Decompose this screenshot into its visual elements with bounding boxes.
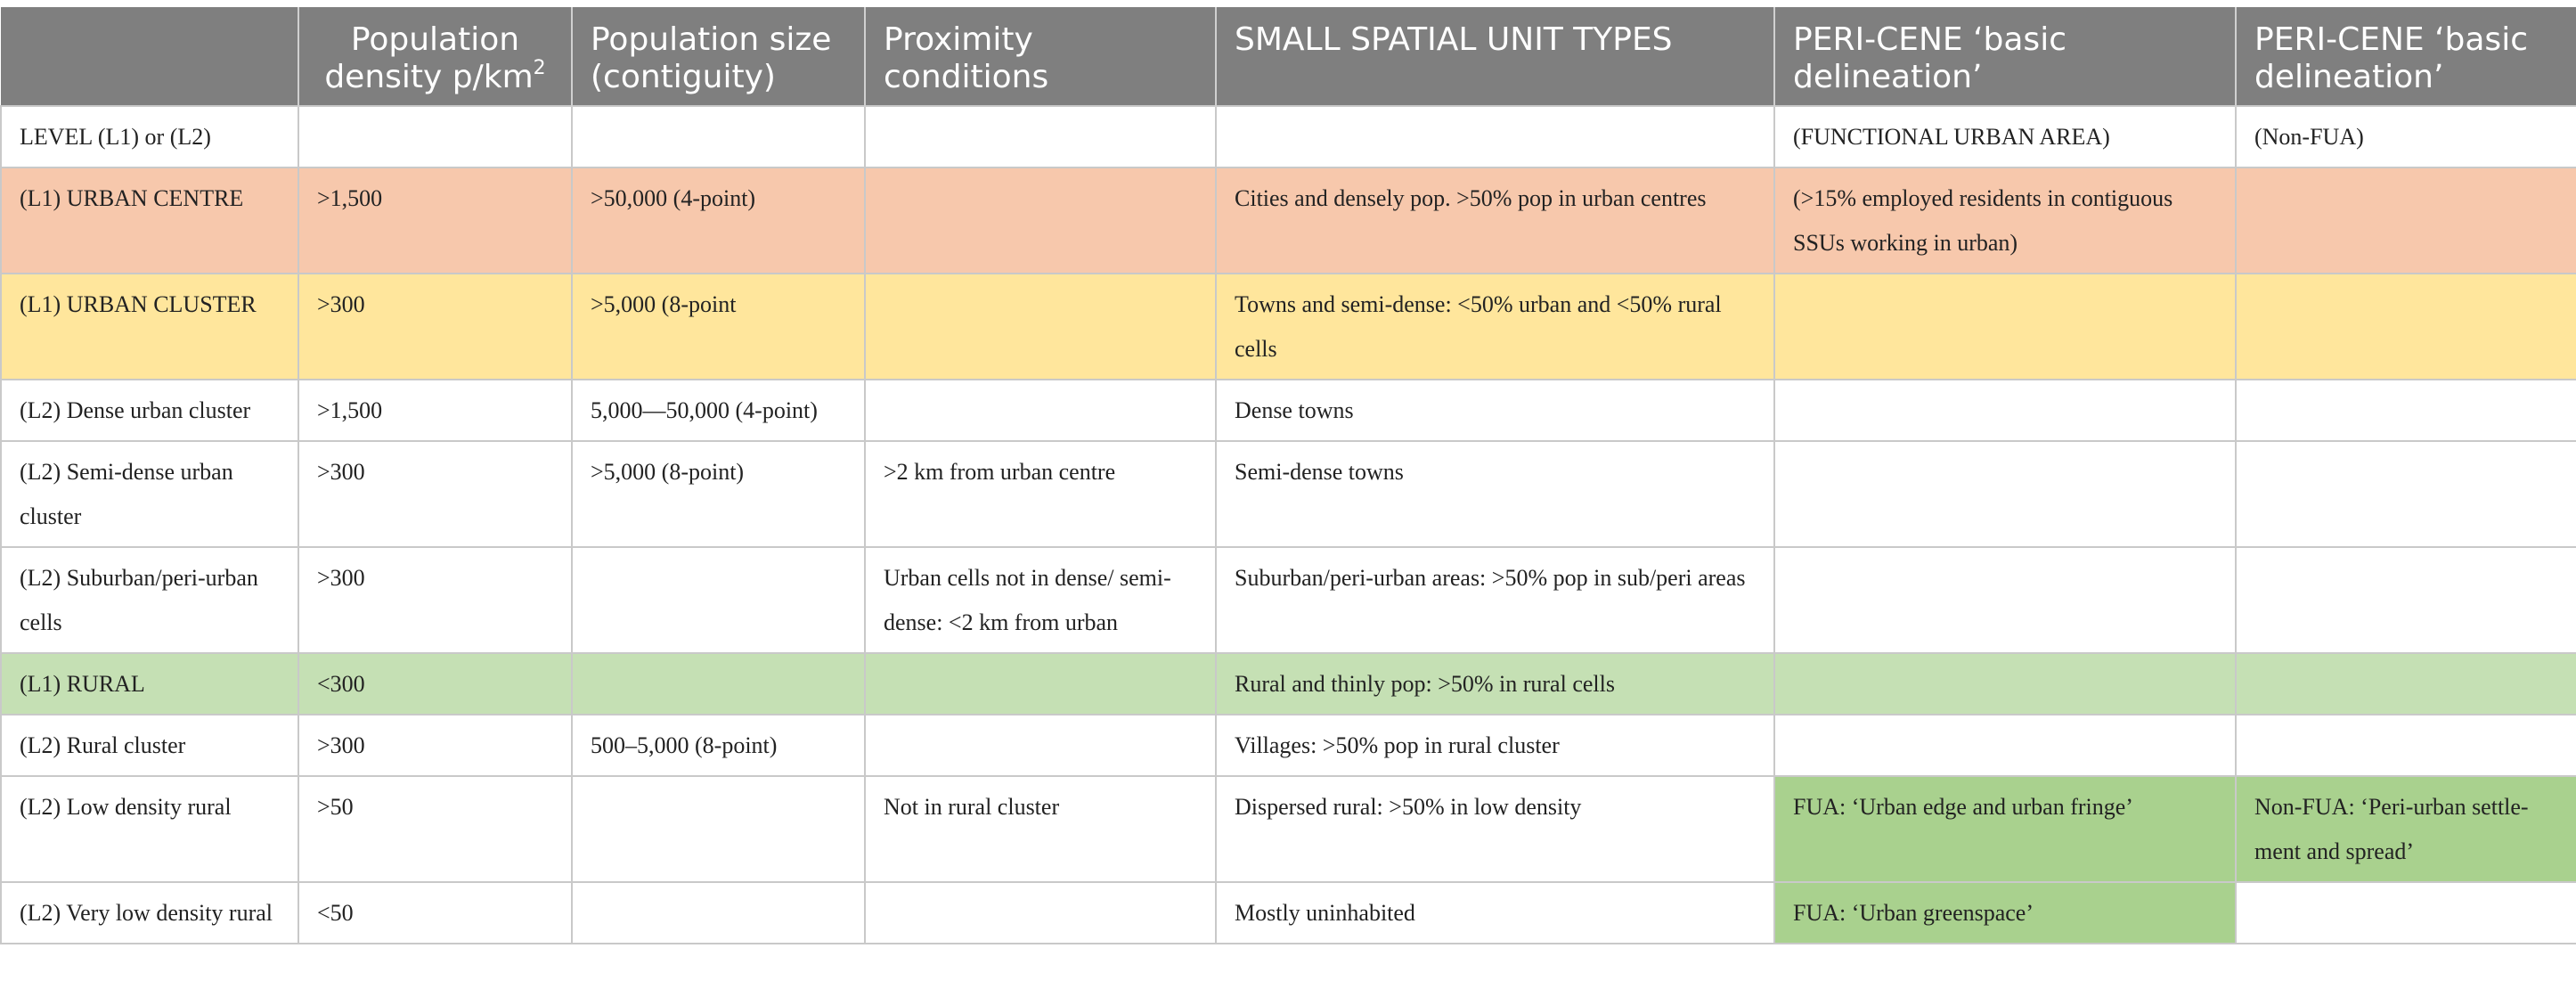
header-density bbox=[298, 7, 572, 106]
cell-size: >5,000 (8-point) bbox=[572, 441, 865, 547]
cell-level: (L2) Suburban/peri-urban cells bbox=[1, 547, 298, 653]
cell-nonfua bbox=[2236, 882, 2576, 944]
cell-size: 5,000—50,000 (4-point) bbox=[572, 380, 865, 441]
cell-level: (L1) URBAN CENTRE bbox=[1, 168, 298, 274]
cell-size bbox=[572, 776, 865, 882]
cell-density: <50 bbox=[298, 882, 572, 944]
cell-density: >1,500 bbox=[298, 380, 572, 441]
cell-fua bbox=[1774, 653, 2236, 715]
cell-ssu: Cities and densely pop. >50% pop in urban centres bbox=[1216, 168, 1774, 274]
header-fua-delineation: PERI-CENE ‘basic delineation’ bbox=[1774, 7, 2236, 106]
cell-nonfua bbox=[2236, 274, 2576, 380]
header-level bbox=[1, 7, 298, 106]
cell-ssu: Rural and thinly pop: >50% in rural cells bbox=[1216, 653, 1774, 715]
cell-level: (L2) Dense urban cluster bbox=[1, 380, 298, 441]
cell-level: (L2) Very low density rural bbox=[1, 882, 298, 944]
table-row bbox=[1, 547, 2576, 653]
table-row bbox=[1, 274, 2576, 380]
cell-ssu: Towns and semi-dense: <50% urban and <50% rural cells bbox=[1216, 274, 1774, 380]
table-row bbox=[1, 882, 2576, 944]
cell-fua bbox=[1774, 380, 2236, 441]
cell-density: >300 bbox=[298, 547, 572, 653]
cell-nonfua bbox=[2236, 168, 2576, 274]
table-row bbox=[1, 715, 2576, 776]
cell-proximity bbox=[865, 653, 1216, 715]
table-row bbox=[1, 441, 2576, 547]
cell-density: >50 bbox=[298, 776, 572, 882]
cell-ssu: Dispersed rural: >50% in low density bbox=[1216, 776, 1774, 882]
cell-level: (L1) RURAL bbox=[1, 653, 298, 715]
header-proximity: Proximity conditions bbox=[865, 7, 1216, 106]
cell-fua: FUA: ‘Urban edge and urban fringe’ bbox=[1774, 776, 2236, 882]
cell-proximity: >2 km from urban centre bbox=[865, 441, 1216, 547]
header-density-superscript: 2 bbox=[533, 57, 546, 79]
cell-fua bbox=[1774, 441, 2236, 547]
cell-proximity bbox=[865, 715, 1216, 776]
cell-fua bbox=[1774, 547, 2236, 653]
table-row bbox=[1, 168, 2576, 274]
table-row bbox=[1, 106, 2576, 168]
cell-size: >50,000 (4-point) bbox=[572, 168, 865, 274]
cell-size bbox=[572, 882, 865, 944]
cell-nonfua bbox=[2236, 653, 2576, 715]
cell-nonfua bbox=[2236, 441, 2576, 547]
cell-nonfua: Non-FUA: ‘Peri-urban settle-ment and spread’ bbox=[2236, 776, 2576, 882]
cell-proximity: Not in rural cluster bbox=[865, 776, 1216, 882]
cell-ssu: Villages: >50% pop in rural cluster bbox=[1216, 715, 1774, 776]
cell-ssu bbox=[1216, 106, 1774, 168]
cell-level: LEVEL (L1) or (L2) bbox=[1, 106, 298, 168]
header-nonfua-delineation: PERI-CENE ‘basic delineation’ bbox=[2236, 7, 2576, 106]
header-size: Population size (contiguity) bbox=[572, 7, 865, 106]
header-ssu-types: SMALL SPATIAL UNIT TYPES bbox=[1216, 7, 1774, 106]
cell-fua: FUA: ‘Urban greenspace’ bbox=[1774, 882, 2236, 944]
cell-ssu: Suburban/peri-urban areas: >50% pop in sub/peri areas bbox=[1216, 547, 1774, 653]
classification-table bbox=[0, 7, 2576, 944]
cell-fua: (>15% employed residents in contiguous SSUs working in urban) bbox=[1774, 168, 2236, 274]
cell-level: (L2) Semi-dense urban cluster bbox=[1, 441, 298, 547]
cell-proximity bbox=[865, 168, 1216, 274]
header-row bbox=[1, 7, 2576, 106]
cell-size bbox=[572, 547, 865, 653]
cell-proximity bbox=[865, 882, 1216, 944]
cell-density: <300 bbox=[298, 653, 572, 715]
cell-level: (L2) Rural cluster bbox=[1, 715, 298, 776]
cell-fua bbox=[1774, 274, 2236, 380]
table-row bbox=[1, 653, 2576, 715]
cell-size: 500–5,000 (8-point) bbox=[572, 715, 865, 776]
cell-size: >5,000 (8-point bbox=[572, 274, 865, 380]
table-row bbox=[1, 776, 2576, 882]
cell-size bbox=[572, 106, 865, 168]
cell-nonfua bbox=[2236, 547, 2576, 653]
cell-density: >300 bbox=[298, 274, 572, 380]
cell-nonfua: (Non-FUA) bbox=[2236, 106, 2576, 168]
cell-ssu: Mostly uninhabited bbox=[1216, 882, 1774, 944]
cell-proximity: Urban cells not in dense/ semi-dense: <2 km from urban bbox=[865, 547, 1216, 653]
cell-density: >300 bbox=[298, 441, 572, 547]
cell-density: >300 bbox=[298, 715, 572, 776]
cell-nonfua bbox=[2236, 715, 2576, 776]
cell-proximity bbox=[865, 106, 1216, 168]
cell-proximity bbox=[865, 274, 1216, 380]
header-density-label: Population density p/km bbox=[324, 21, 534, 95]
cell-fua bbox=[1774, 715, 2236, 776]
cell-density bbox=[298, 106, 572, 168]
cell-ssu: Dense towns bbox=[1216, 380, 1774, 441]
cell-size bbox=[572, 653, 865, 715]
cell-ssu: Semi-dense towns bbox=[1216, 441, 1774, 547]
cell-nonfua bbox=[2236, 380, 2576, 441]
table-row bbox=[1, 380, 2576, 441]
cell-level: (L2) Low density rural bbox=[1, 776, 298, 882]
cell-density: >1,500 bbox=[298, 168, 572, 274]
cell-proximity bbox=[865, 380, 1216, 441]
cell-level: (L1) URBAN CLUSTER bbox=[1, 274, 298, 380]
table-container bbox=[0, 7, 2576, 944]
cell-fua: (FUNCTIONAL URBAN AREA) bbox=[1774, 106, 2236, 168]
